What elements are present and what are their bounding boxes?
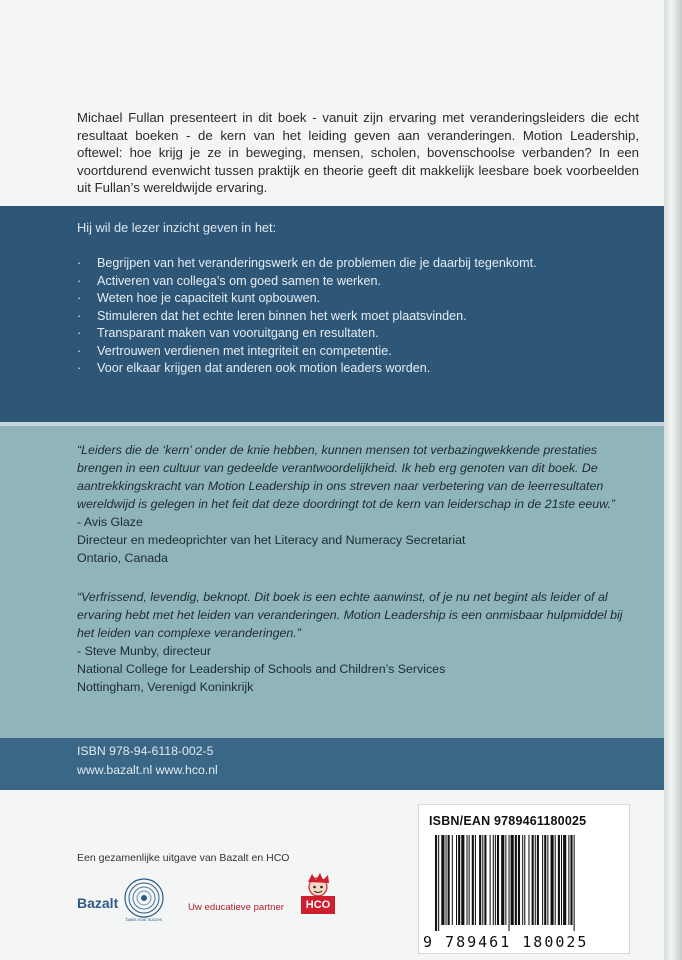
list-item: · Stimuleren dat het echte leren binnen het werk moet plaatsvinden. — [77, 308, 647, 326]
bullet-icon: · — [77, 361, 82, 375]
quote-author: - Avis Glaze — [77, 515, 143, 529]
bullet-icon: · — [77, 273, 82, 288]
isbn-section — [0, 738, 664, 790]
website-links: www.bazalt.nl www.hco.nl — [77, 763, 218, 777]
quote-place: Ontario, Canada — [77, 551, 168, 565]
quote-role: Directeur en medeoprichter van het Literacy and Numeracy Secretariat — [77, 533, 466, 547]
list-item: · Weten hoe je capaciteit kunt opbouwen. — [77, 290, 647, 308]
quote-author: - Steve Munby, directeur — [77, 644, 212, 658]
list-item: · Voor elkaar krijgen dat anderen ook motion leaders worden. — [77, 360, 647, 378]
quote-glaze — [77, 441, 643, 567]
barcode-label: ISBN/EAN 9789461180025 — [429, 814, 587, 828]
barcode-bars-icon — [429, 835, 621, 931]
quote-munby — [77, 588, 643, 696]
bullet-icon: · — [77, 291, 82, 305]
isbn-barcode — [418, 804, 630, 954]
bazalt-logo — [77, 877, 187, 923]
intro-paragraph: Michael Fullan presenteert in dit boek - vanuit zijn ervaring met veranderingsleiders die echt resultaat boeken - de kern van het leiding geven aan veranderingen. Motion Leadership, oftewel: hoe krijg je ze in beweging, mensen, scholen, bovenschoolse verbanden? In een voortdurend evenwicht tussen praktijk en theorie geeft dit makkelijk leesbare boek voorbeelden uit Fullan’s wereldwijde ervaring. — [77, 110, 639, 195]
book-spine-edge — [664, 0, 682, 960]
goals-section — [0, 206, 664, 422]
quote-place: Nottingham, Verenigd Koninkrijk — [77, 680, 254, 694]
isbn-text: ISBN 978-94-6118-002-5 — [77, 744, 214, 758]
hco-mascot-icon — [298, 872, 338, 898]
hco-logo — [298, 872, 338, 924]
bullet-icon: · — [77, 326, 82, 340]
quote-text: “Verfrissend, levendig, beknopt. Dit boek is een echte aanwinst, of je nu net begint als leider of al ervaring hebt met het leiden van veranderingen. Motion Leadership is een onmisbaar hulpmiddel bij het leiden van complexe veranderingen.” — [77, 590, 623, 640]
hco-wordmark: HCO — [301, 896, 335, 914]
list-item: · Vertrouwen verdienen met integriteit en competentie. — [77, 343, 647, 361]
list-item: · Begrijpen van het veranderingswerk en de problemen die je daarbij tegenkomt. — [77, 255, 647, 273]
bazalt-tagline: basis voor succes — [126, 917, 162, 922]
bullet-icon: · — [77, 256, 82, 270]
barcode-digits: 9 789461 180025 — [423, 933, 589, 951]
quote-text: “Leiders die de ‘kern’ onder de knie hebben, kunnen mensen tot verbazingwekkende prestaties brengen in een cultuur van gedeelde verantwoordelijkheid. Ik heb erg genoten van dit boek. De aantrekkingskracht van Motion Leadership in ons streven naar verbetering van de leerresultaten wereldwijd is gelegen in het feit dat deze doordringt tot de kern van leiderschap in de 21ste eeuw.” — [77, 443, 615, 511]
intro-section — [0, 0, 664, 206]
goals-list — [77, 255, 647, 378]
goals-lead: Hij wil de lezer inzicht geven in het: — [77, 220, 277, 235]
list-item: · Transparant maken van vooruitgang en resultaten. — [77, 325, 647, 343]
quotes-section — [0, 426, 664, 738]
bazalt-wordmark: Bazalt — [77, 895, 119, 911]
quote-role: National College for Leadership of Schools and Children’s Services — [77, 662, 446, 676]
list-item: · Activeren van collega’s om goed samen te werken. — [77, 273, 647, 291]
bullet-icon: · — [77, 308, 82, 323]
bullet-icon: · — [77, 343, 82, 358]
partner-tagline: Uw educatieve partner — [188, 902, 284, 913]
bazalt-swirl-icon — [113, 877, 175, 923]
publisher-note: Een gezamenlijke uitgave van Bazalt en HCO — [77, 852, 290, 864]
